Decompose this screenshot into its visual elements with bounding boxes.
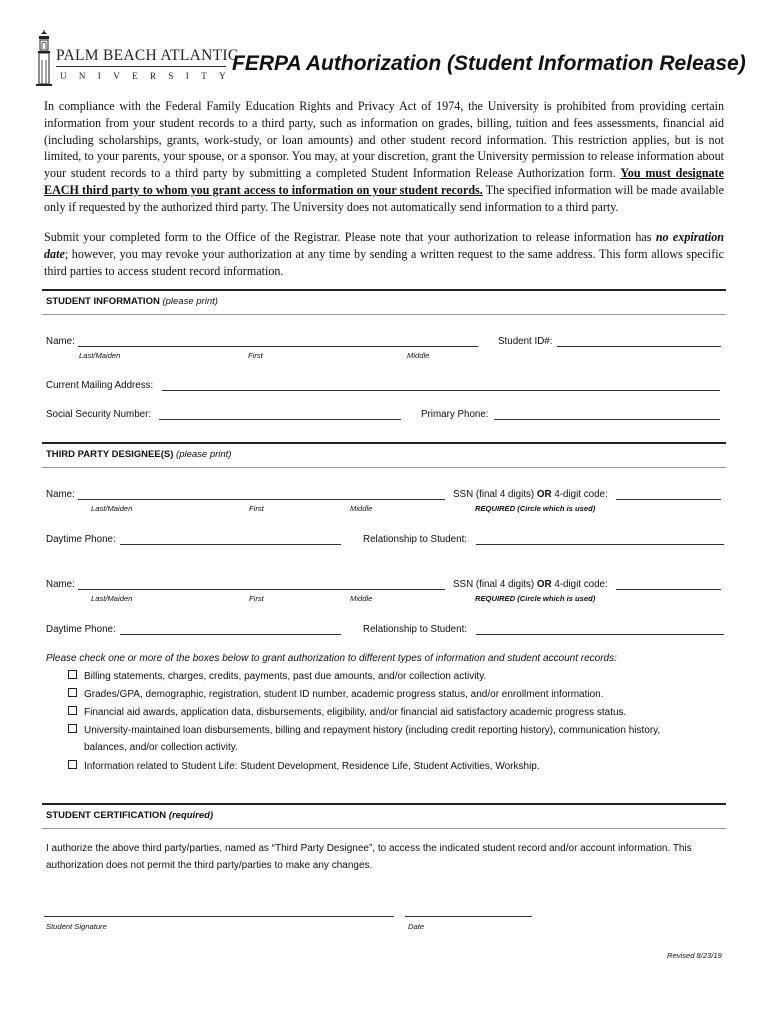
- third-party-heading-note: (please print): [176, 449, 232, 460]
- submit-paragraph: [44, 229, 724, 279]
- designee-1-first-sublabel: First: [249, 504, 264, 513]
- authorization-option-loans-continued: balances, and/or collection activity.: [84, 742, 238, 753]
- designee-1-relationship-label: Relationship to Student:: [363, 534, 468, 545]
- student-last-sublabel: Last/Maiden: [79, 351, 121, 360]
- mailing-address-field[interactable]: [162, 390, 720, 391]
- designee-1-ssn-label: [453, 489, 608, 500]
- intro-text-1: In compliance with the Federal Family Education Rights and Privacy Act of 1974, the University is prohibited from providing certain information from your student records to a third party, such as information on grades, billing, tuition and fees assessments, financial aid (including scholarships, grants, work-study, or loan amounts) and other student record information. This restriction applies, but is not limited, to your parents, your spouse, or a sponsor. You may, at your discretion, grant the University permission to release information about your student records to a third party by submitting a completed Student Information Release Authorization form.: [44, 99, 724, 181]
- checkbox[interactable]: [68, 688, 77, 697]
- student-signature-field[interactable]: [44, 916, 394, 917]
- option-label: Financial aid awards, application data, disbursements, eligibility, and/or financial aid satisfactory academic progress status.: [84, 707, 627, 718]
- designee-1-last-sublabel: Last/Maiden: [91, 504, 133, 513]
- option-label: Billing statements, charges, credits, payments, past due amounts, and/or collection activity.: [84, 671, 487, 682]
- section-divider: [42, 467, 726, 468]
- student-signature-label: Student Signature: [46, 922, 107, 931]
- student-info-heading-text: STUDENT INFORMATION: [46, 296, 160, 307]
- designee-2-first-sublabel: First: [249, 594, 264, 603]
- section-divider: [42, 314, 726, 315]
- logo-name: PALM BEACH ATLANTIC: [56, 47, 239, 64]
- code-label-text: 4-digit code:: [554, 579, 608, 590]
- third-party-heading: [46, 449, 231, 460]
- certification-heading-text: STUDENT CERTIFICATION: [46, 810, 167, 821]
- designee-2-middle-sublabel: Middle: [350, 594, 373, 603]
- designee-1-name-label: Name:: [46, 489, 75, 500]
- designee-2-name-field[interactable]: [78, 589, 445, 590]
- designee-2-ssn-label: [453, 579, 608, 590]
- ssn-label: Social Security Number:: [46, 409, 152, 420]
- certification-heading: [46, 810, 213, 821]
- authorization-option-grades[interactable]: [68, 688, 604, 700]
- checkbox[interactable]: [68, 670, 77, 679]
- ssn-or-text: OR: [536, 579, 552, 590]
- student-info-heading: [46, 296, 218, 307]
- submit-emphasis: no expiration date: [44, 230, 724, 261]
- authorization-option-billing[interactable]: [68, 670, 486, 682]
- authorization-option-loans[interactable]: [68, 724, 660, 736]
- designee-2-ssn-field[interactable]: [616, 589, 721, 590]
- logo-subtitle: UNIVERSITY: [60, 71, 238, 81]
- authorization-option-student-life[interactable]: [68, 760, 540, 772]
- student-info-heading-note: (please print): [162, 296, 218, 307]
- ssn-label-text: SSN (final 4 digits): [453, 579, 535, 590]
- student-name-field[interactable]: [78, 346, 478, 347]
- signature-date-field[interactable]: [405, 916, 532, 917]
- option-label: University-maintained loan disbursements, billing and repayment history (including credit reporting history), communication history,: [84, 725, 661, 736]
- authorization-option-financial-aid[interactable]: [68, 706, 626, 718]
- primary-phone-label: Primary Phone:: [421, 409, 489, 420]
- intro-paragraph: [44, 98, 724, 216]
- student-name-label: Name:: [46, 336, 75, 347]
- designee-1-phone-field[interactable]: [120, 544, 341, 545]
- designee-1-name-field[interactable]: [78, 499, 445, 500]
- primary-phone-field[interactable]: [494, 419, 720, 420]
- designee-1-middle-sublabel: Middle: [350, 504, 373, 513]
- designee-2-relationship-label: Relationship to Student:: [363, 624, 468, 635]
- designee-1-relationship-field[interactable]: [476, 544, 724, 545]
- intro-emphasis: You must designate EACH third party to whom you grant access to information on your student records.: [44, 166, 724, 197]
- option-label: Information related to Student Life: Student Development, Residence Life, Student Activities, Workship.: [84, 761, 540, 772]
- section-divider: [42, 803, 726, 805]
- student-middle-sublabel: Middle: [407, 351, 430, 360]
- designee-1-required-note: REQUIRED (Circle which is used): [475, 504, 596, 513]
- student-id-field[interactable]: [557, 346, 721, 347]
- designee-2-phone-field[interactable]: [120, 634, 341, 635]
- section-divider: [42, 289, 726, 291]
- designee-2-relationship-field[interactable]: [476, 634, 724, 635]
- submit-text-2: ; however, you may revoke your authorization at any time by sending a written request to the same address. This form allows specific third parties to access student record information.: [44, 246, 724, 278]
- designee-2-last-sublabel: Last/Maiden: [91, 594, 133, 603]
- student-id-label: Student ID#:: [498, 336, 553, 347]
- designee-1-phone-label: Daytime Phone:: [46, 534, 116, 545]
- checkbox[interactable]: [68, 706, 77, 715]
- revision-date: Revised 8/23/19: [667, 951, 722, 960]
- university-logo: [36, 30, 239, 90]
- student-first-sublabel: First: [248, 351, 263, 360]
- ssn-or-text: OR: [536, 489, 552, 500]
- designee-2-name-label: Name:: [46, 579, 75, 590]
- ssn-label-text: SSN (final 4 digits): [453, 489, 535, 500]
- logo-divider: [56, 66, 226, 67]
- submit-text-1: Submit your completed form to the Office of the Registrar. Please note that your authorization to release information has: [44, 230, 652, 244]
- option-label: Grades/GPA, demographic, registration, student ID number, academic progress status, and/or enrollment information.: [84, 689, 604, 700]
- code-label-text: 4-digit code:: [554, 489, 608, 500]
- authorization-instructions: Please check one or more of the boxes below to grant authorization to different types of information and student account records:: [46, 653, 617, 664]
- intro-text-2: The specified information will be made available only if requested by the authorized third party. The University does not automatically send information to a third party.: [44, 182, 725, 214]
- certification-heading-note: (required): [168, 810, 214, 821]
- designee-2-required-note: REQUIRED (Circle which is used): [475, 594, 596, 603]
- signature-date-label: Date: [408, 922, 425, 931]
- checkbox[interactable]: [68, 760, 77, 769]
- checkbox[interactable]: [68, 724, 77, 733]
- page-title: FERPA Authorization (Student Information Release): [232, 52, 746, 75]
- bell-tower-icon: [36, 30, 52, 86]
- designee-1-ssn-field[interactable]: [616, 499, 721, 500]
- section-divider: [42, 828, 726, 829]
- third-party-heading-text: THIRD PARTY DESIGNEE(S): [46, 449, 174, 460]
- mailing-address-label: Current Mailing Address:: [46, 380, 154, 391]
- section-divider: [42, 442, 726, 444]
- ssn-field[interactable]: [159, 419, 401, 420]
- certification-text: I authorize the above third party/parties, named as “Third Party Designee”, to access the indicated student record and/or account information. This authorization does not permit the third party/parties to make any changes.: [46, 843, 692, 871]
- designee-2-phone-label: Daytime Phone:: [46, 624, 116, 635]
